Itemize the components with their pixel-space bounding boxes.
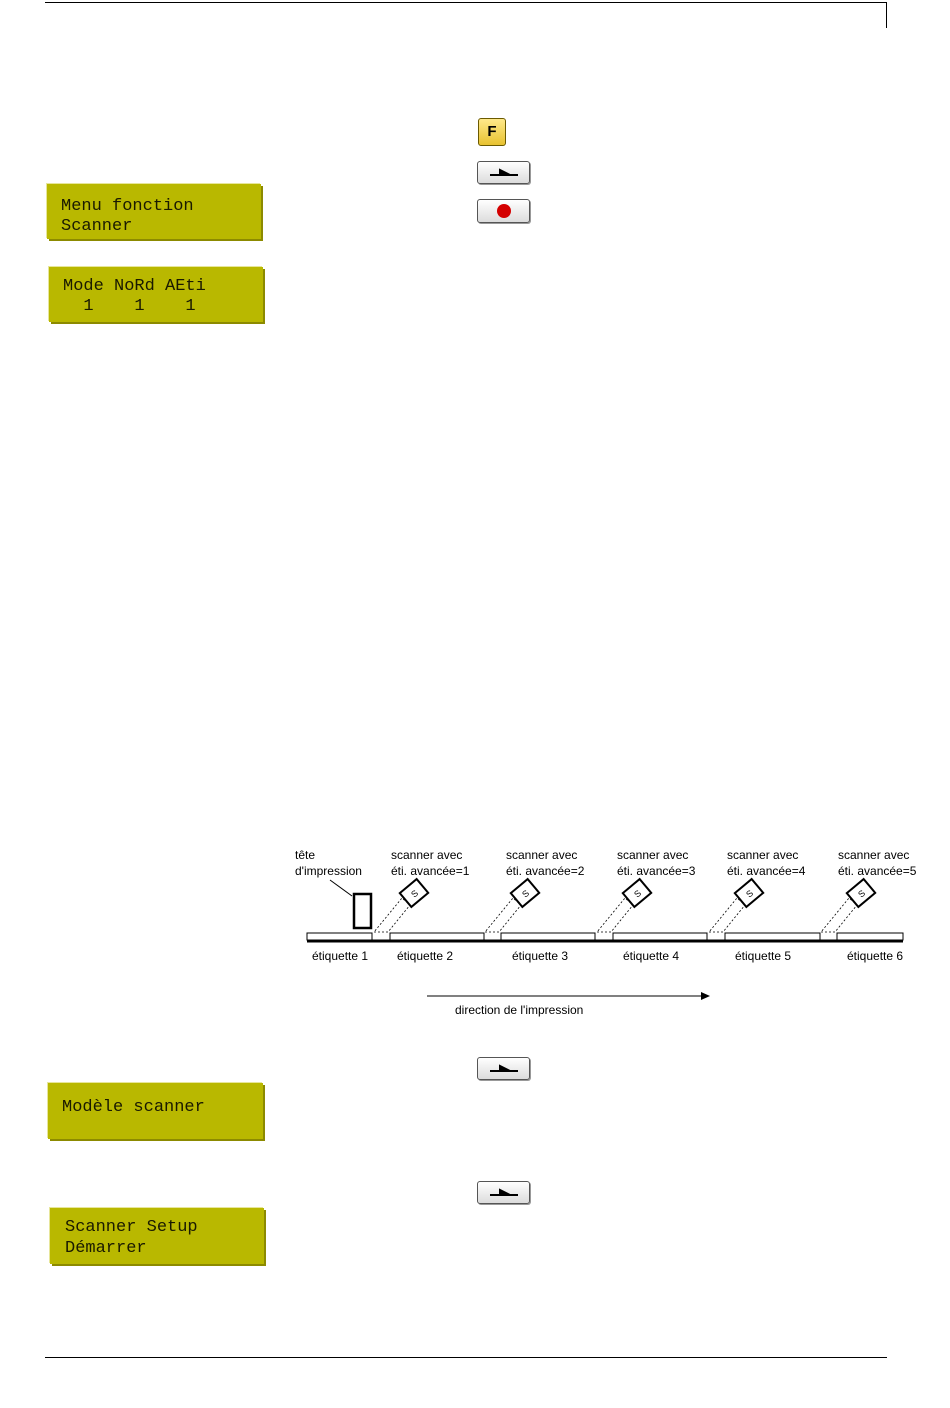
scanner-label-1: scanner avec	[391, 848, 463, 862]
scanner-label-2: éti. avancée=3	[617, 864, 696, 878]
scanner-mark: S	[744, 887, 756, 900]
label-rect	[837, 933, 903, 940]
label-rect	[307, 933, 372, 940]
function-key[interactable]: F	[478, 118, 506, 146]
label-name: étiquette 4	[623, 949, 680, 963]
scan-beam	[485, 898, 521, 932]
direction-label: direction de l'impression	[455, 1003, 584, 1017]
print-head-label-2: d'impression	[295, 864, 362, 878]
lcd-line-2: 1 1 1	[63, 297, 196, 316]
scanner-label-2: éti. avancée=2	[506, 864, 585, 878]
print-head-label-1: tête	[295, 848, 316, 862]
lcd-line-1: Modèle scanner	[62, 1098, 205, 1117]
scan-beam	[374, 898, 410, 932]
scanner-label-1: scanner avec	[838, 848, 910, 862]
scanner-mark: S	[520, 887, 532, 900]
label-name: étiquette 3	[512, 949, 569, 963]
direction-arrow-head	[701, 992, 710, 1000]
print-head	[354, 894, 371, 928]
scan-beam	[597, 898, 633, 932]
label-name: étiquette 2	[397, 949, 454, 963]
label-rect	[613, 933, 707, 940]
label-rect	[725, 933, 820, 940]
label-name: étiquette 1	[312, 949, 369, 963]
lcd-line-1: Menu fonction	[61, 197, 194, 216]
label-name: étiquette 5	[735, 949, 792, 963]
scanner-label-2: éti. avancée=4	[727, 864, 806, 878]
scanner-4	[709, 848, 806, 932]
scanner-label-2: éti. avancée=5	[838, 864, 917, 878]
scanner-label-1: scanner avec	[617, 848, 689, 862]
scanner-label-1: scanner avec	[727, 848, 799, 862]
label-rect	[501, 933, 595, 940]
scanner-label-2: éti. avancée=1	[391, 864, 470, 878]
scanner-3	[597, 848, 696, 932]
lcd-line-2: Démarrer	[65, 1239, 147, 1258]
scan-beam	[821, 898, 857, 932]
lcd-line-2: Scanner	[61, 217, 133, 236]
labels-strip	[307, 933, 903, 940]
scanner-mark: S	[856, 887, 868, 900]
scanner-label-1: scanner avec	[506, 848, 578, 862]
lcd-line-1: Mode NoRd AEti	[63, 277, 206, 296]
label-rect	[390, 933, 484, 940]
scanner-1	[374, 848, 470, 932]
scan-beam	[709, 898, 745, 932]
label-name: étiquette 6	[847, 949, 904, 963]
lcd-line-1: Scanner Setup	[65, 1218, 198, 1237]
scanner-mark: S	[409, 887, 421, 900]
scanner-5	[821, 848, 917, 932]
print-head-leader	[330, 880, 352, 896]
scanner-mark: S	[632, 887, 644, 900]
scanner-2	[485, 848, 585, 932]
